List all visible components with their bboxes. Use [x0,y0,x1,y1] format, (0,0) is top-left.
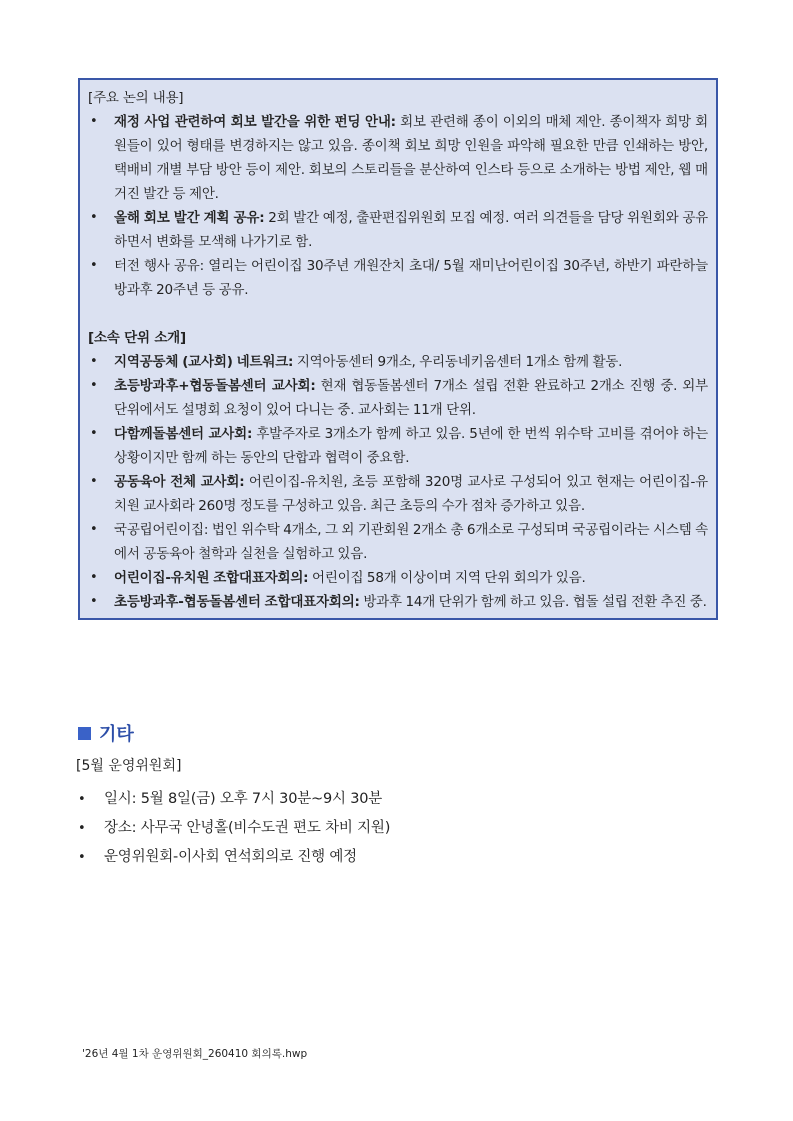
item-label: 지역공동체 (교사회) 네트워크: [114,354,294,370]
bullet-icon: • [90,378,98,393]
units-header: [소속 단위 소개] [88,330,186,346]
item-label: 초등방과후+협동돌봄센터 교사회: [114,378,316,394]
item-text: 후발주자로 3개소가 함께 하고 있음. 5년에 한 번씩 위수탁 고비를 겪어야 하는 상황이지만 함께 하는 동안의 단합과 협력이 중요함. [114,426,709,466]
bullet-icon: • [90,258,98,273]
summary-box [78,78,718,620]
list-item [88,566,708,590]
list-item [78,814,718,843]
bullet-icon: • [90,210,98,225]
item-text: 일시: 5월 8일(금) 오후 7시 30분~9시 30분 [104,791,383,807]
item-label: 공동육아 전체 교사회: [114,474,245,490]
item-text: 2회 발간 예정, 출판편집위원회 모집 예정. 여러 의견들을 담당 위원회와 공유하면서 변화를 모색해 나가기로 함. [114,210,708,250]
list-item [78,785,718,814]
list-item [78,843,718,872]
square-icon [78,727,91,740]
footer-filename: '26년 4월 1차 운영위원회_260410 회의록.hwp [82,1048,308,1060]
bullet-icon: • [90,426,98,441]
discussion-header: [주요 논의 내용] [88,90,184,106]
list-item [88,206,708,254]
item-label: 재정 사업 관련하여 회보 발간을 위한 펀딩 안내: [114,114,396,130]
item-text: 국공립어린이집: 법인 위수탁 4개소, 그 외 기관회원 2개소 총 6개소로 구성되며 국공립이라는 시스템 속에서 공동육아 철학과 실천을 실험하고 있음. [114,522,708,562]
list-item [88,590,708,614]
other-list [78,785,718,872]
item-text: 현재 협동돌봄센터 7개소 설립 전환 완료하고 2개소 진행 중. 외부 단위에서도 설명회 요청이 있어 다니는 중. 교사회는 11개 단위. [114,378,708,418]
list-item [88,374,708,422]
bullet-icon: • [90,114,98,129]
item-label: 어린이집-유치원 조합대표자회의: [114,570,309,586]
item-text: 터전 행사 공유: 열리는 어린이집 30주년 개원잔치 초대/ 5월 재미난어린이집 30주년, 하반기 파란하늘방과후 20주년 등 공유. [114,258,708,298]
bullet-icon: • [90,522,98,537]
list-item [88,422,708,470]
item-text: 장소: 사무국 안녕홀(비수도권 편도 차비 지원) [104,820,391,836]
list-item [88,350,708,374]
item-label: 다함께돌봄센터 교사회: [114,426,253,442]
item-text: 어린이집-유치원, 초등 포함해 320명 교사로 구성되어 있고 현재는 어린이집-유치원 교사회라 260명 정도를 구성하고 있음. 최근 초등의 수가 점차 증가하고 있음. [114,474,708,514]
bullet-icon: • [90,570,98,585]
discussion-list [88,110,708,302]
section-title-text: 기타 [99,724,134,745]
list-item [88,110,708,206]
item-text: 어린이집 58개 이상이며 지역 단위 회의가 있음. [308,570,586,586]
list-item [88,470,708,518]
item-label: 올해 회보 발간 계획 공유: [114,210,265,226]
bullet-icon: • [90,474,98,489]
item-text: 지역아동센터 9개소, 우리동네키움센터 1개소 함께 활동. [293,354,623,370]
list-item [88,518,708,566]
bullet-icon: • [78,850,86,865]
list-item [88,254,708,302]
bullet-icon: • [78,821,86,836]
units-list [88,350,708,614]
meeting-label: [5월 운영위원회] [76,758,182,774]
item-label: 초등방과후-협동돌봄센터 조합대표자회의: [114,594,360,610]
bullet-icon: • [90,354,98,369]
item-text: 운영위원회-이사회 연석회의로 진행 예정 [104,849,357,865]
bullet-icon: • [78,792,86,807]
item-text: 방과후 14개 단위가 함께 하고 있음. 협돌 설립 전환 추진 중. [359,594,707,610]
section-title-other [78,720,134,746]
bullet-icon: • [90,594,98,609]
item-text: 회보 관련해 종이 이외의 매체 제안. 종이책자 희망 회원들이 있어 형태를 변경하지는 않고 있음. 종이책 회보 희망 인원을 파악해 필요한 만큼 인쇄하는 방안, 택배비 개별 부담 방안 등이 제안. 회보의 스토리들을 분산하여 인스타 등으로 소개하는 방법 제안, 웹 매거진 발간 등 제안. [114,114,708,202]
